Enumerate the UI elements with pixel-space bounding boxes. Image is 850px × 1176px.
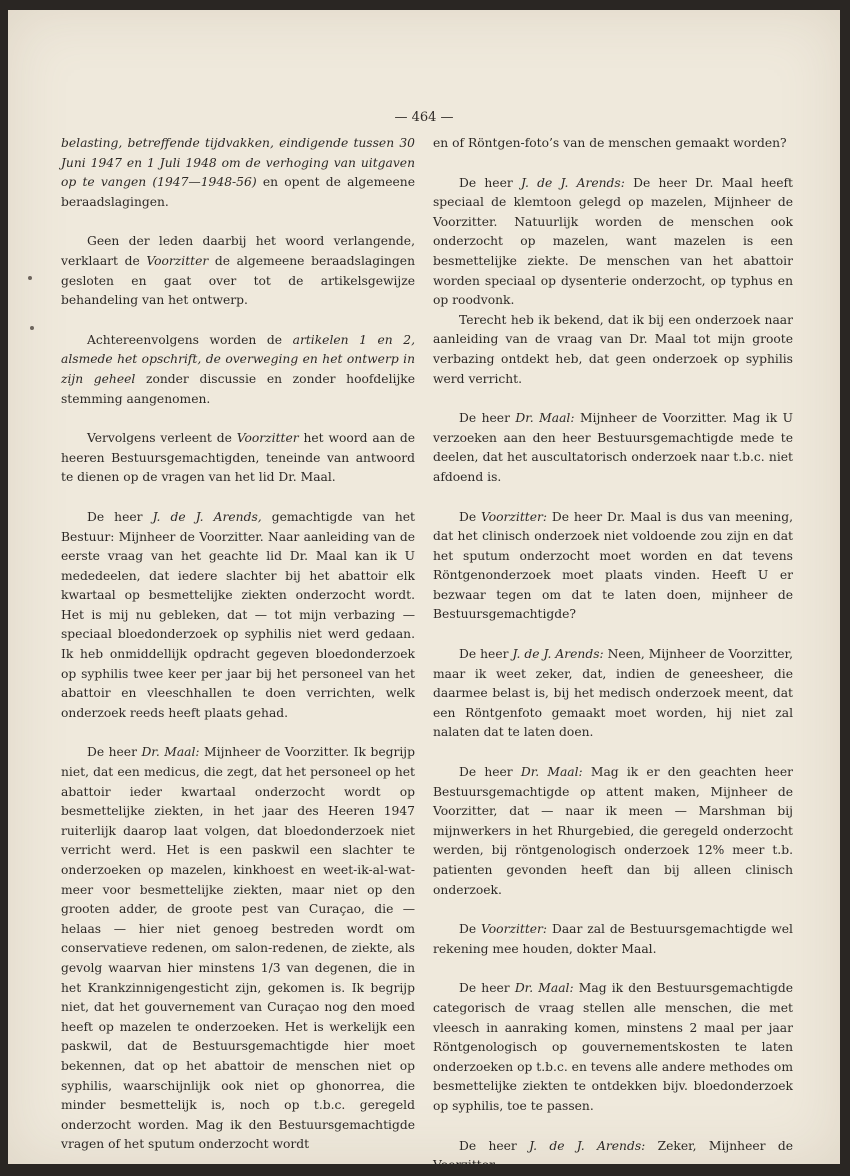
paragraph: De heer J. de J. Arends: De heer Dr. Maal heeft speciaal de klemtoon gelegd op mazelen, Mijnheer de Voorzitter. Natuurlijk worden de menschen ook onderzocht op mazelen, want mazelen is een besmettelijke ziekte. De menschen van het abattoir worden speciaal op dysenterie onderzocht, op typhus en op roodvonk. [433, 175, 793, 308]
page-number: — 464 — [394, 110, 454, 125]
paragraph: De Voorzitter: De heer Dr. Maal is dus van meening, dat het clinisch onderzoek niet voldoende zou zijn en dat het sputum onderzocht moet worden en dat tevens Röntgenonderzoek moet plaats vinden. Heeft U er bezwaar tegen om dat te laten doen, mijnheer de Bestuursgemachtigde? [433, 509, 793, 622]
paragraph: Terecht heb ik bekend, dat ik bij een onderzoek naar aanleiding van de vraag van Dr. Maal tot mijn groote verbazing ontdekt heb, dat geen onderzoek op syphilis werd verricht. [433, 312, 793, 386]
paragraph: De heer J. de J. Arends: Neen, Mijnheer de Voorzitter, maar ik weet zeker, dat, indien de geneesheer, die daarmee belast is, bij het medisch onderzoek meent, dat een Röntgenfoto gemaakt moet worden, hij niet zal nalaten dat te laten doen. [433, 647, 793, 740]
paragraph: belasting, betreffende tijdvakken, eindigende tussen 30 Juni 1947 en 1 Juli 1948 om de verhoging van uitgaven op te vangen (1947—1948-56) en opent de algemeene beraadslagingen. [61, 136, 415, 209]
paragraph: en of Röntgen-foto’s van de menschen gemaakt worden? [433, 136, 787, 150]
paragraph: Achtereenvolgens worden de artikelen 1 en 2, alsmede het opschrift, de overweging en het ontwerp in zijn geheel zonder discussie en zonder hoofdelijke stemming aangenomen. [61, 332, 415, 406]
paragraph: De heer J. de J. Arends, gemachtigde van het Bestuur: Mijnheer de Voorzitter. Naar aanleiding van de eerste vraag van het geachte lid Dr. Maal kan ik U mededeelen, dat iedere slachter bij het abattoir elk kwartaal op besmettelijke ziekten onderzocht wordt. Het is mij nu gebleken, dat — tot mijn verbazing — speciaal bloedonderzoek op syphilis niet werd gedaan. Ik heb onmiddellijk opdracht gegeven bloedonderzoek op syphilis twee keer per jaar bij het personeel van het abattoir en vleeschhallen te doen verrichten, welk onderzoek reeds heeft plaats gehad. [61, 509, 415, 720]
paragraph: Geen der leden daarbij het woord verlangende, verklaart de Voorzitter de algemeene beraadslagingen gesloten en gaat over tot de artikelsgewijze behandeling van het ontwerp. [61, 234, 415, 308]
right-column [433, 134, 793, 1176]
paragraph: De heer Dr. Maal: Mag ik den Bestuursgemachtigde categorisch de vraag stellen alle menschen, die met vleesch in aanraking komen, minstens 2 maal per jaar Röntgenologisch op gouvernementskosten te laten onderzoeken op t.b.c. en tevens alle andere methodes om besmettelijke ziekten te ontdekken bijv. bloedonderzoek op syphilis, toe te passen. [433, 981, 793, 1113]
paragraph: Vervolgens verleent de Voorzitter het woord aan de heeren Bestuursgemachtigden, teneinde van antwoord te dienen op de vragen van het lid Dr. Maal. [61, 431, 415, 485]
margin-mark [28, 276, 32, 280]
paragraph: De Voorzitter: Daar zal de Bestuursgemachtigde wel rekening mee houden, dokter Maal. [433, 922, 793, 956]
margin-mark [30, 326, 34, 330]
left-column [61, 134, 415, 1155]
paragraph: De heer Dr. Maal: Mijnheer de Voorzitter. Ik begrijp niet, dat een medicus, die zegt, dat het personeel op het abattoir ieder kwartaal onderzocht wordt op besmettelijke ziekten, in het jaar des Heeren 1947 ruiterlijk daarop laat volgen, dat bloedonderzoek niet verricht werd. Het is een paskwil een slachter te onderzoeken op mazelen, kinkhoest en weet-ik-al-wat-meer voor besmettelijke ziekten, maar niet op den grooten adder, de groote pest van Curaçao, die — helaas — hier niet genoeg bestreden wordt om conservatieve redenen, om salon-redenen, de ziekte, als gevolg waarvan hier minstens 1/3 van degenen, die in het Krankzinnigengesticht zijn, gekomen is. Ik begrijp niet, dat het gouvernement van Curaçao nog den moed heeft op mazelen te onderzoeken. Het is werkelijk een paskwil, dat de Bestuursgemachtigde hier moet bekennen, dat op het abattoir de menschen niet op syphilis, waarschijnlijk ook niet op ghonorrea, die minder besmettelijk is, noch op t.b.c. geregeld onderzocht worden. Mag ik den Bestuursgemachtigde vragen of het sputum onderzocht wordt [61, 745, 415, 1152]
paragraph: De heer Dr. Maal: Mijnheer de Voorzitter. Mag ik U verzoeken aan den heer Bestuursgemachtigde mede te deelen, dat het auscultatorisch onderzoek naar t.b.c. niet afdoend is. [433, 411, 793, 484]
document-page [8, 10, 840, 1173]
paragraph: De heer Dr. Maal: Mag ik er den geachten heer Bestuursgemachtigde op attent maken, Mijnheer de Voorzitter, dat — naar ik meen — Marshman bij mijnwerkers in het Rhurgebied, die geregeld onderzocht werden, bij röntgenologisch onderzoek 12% meer t.b. patienten gevonden heeft dan bij alleen clinisch onderzoek. [433, 765, 793, 897]
paragraph: De heer J. de J. Arends: Zeker, Mijnheer de Voorzitter. [433, 1138, 793, 1173]
